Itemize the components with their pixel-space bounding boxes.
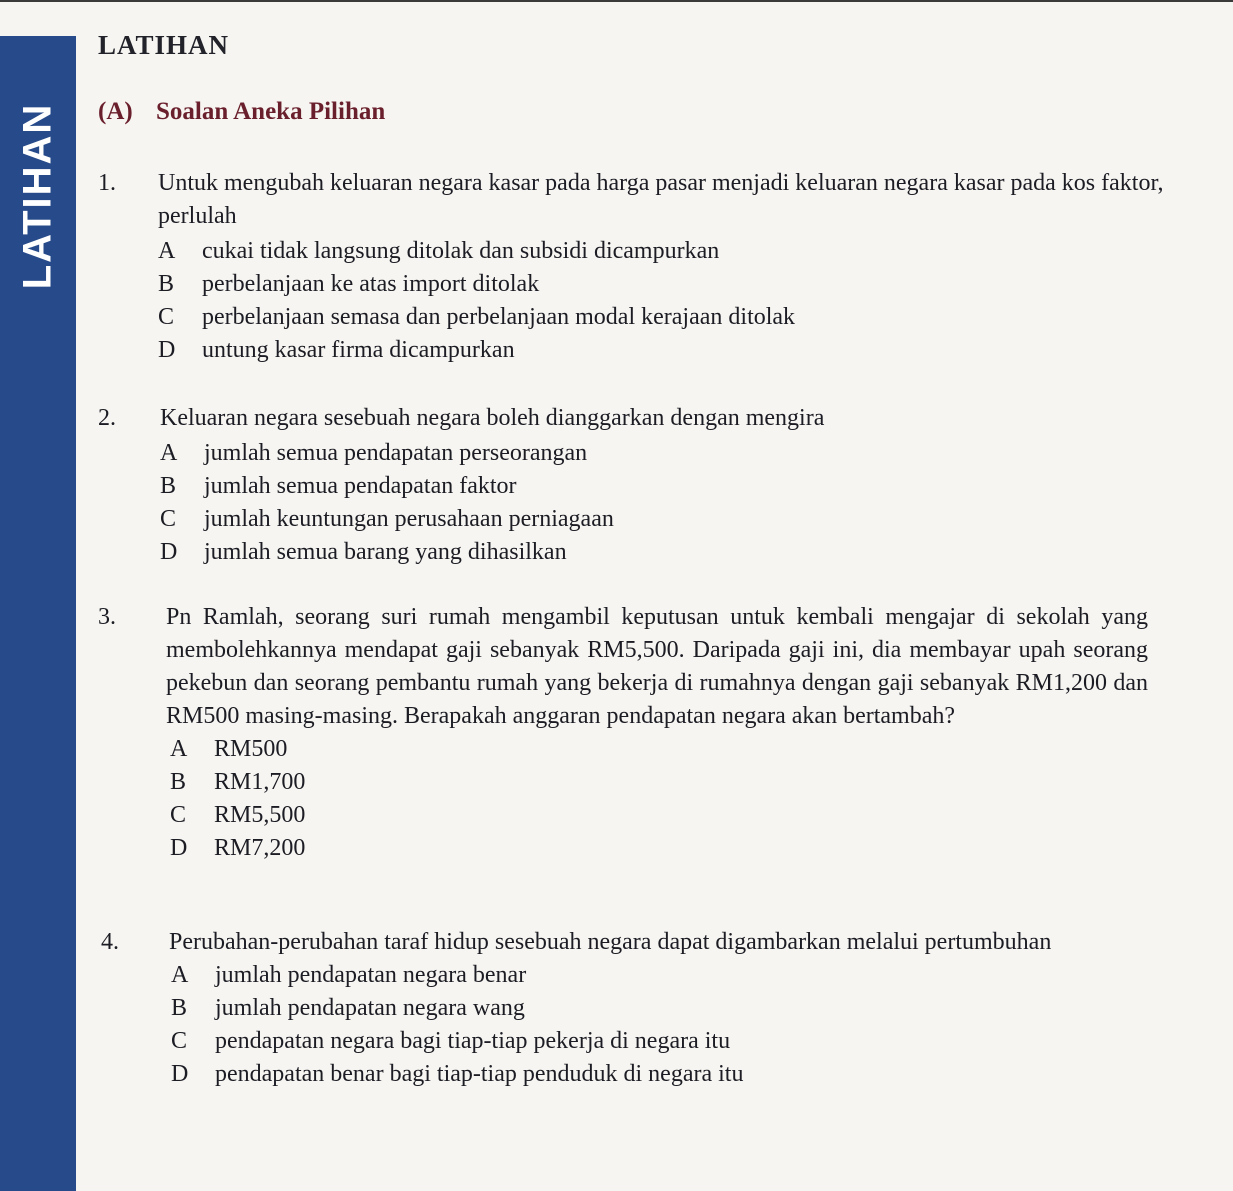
option-text: jumlah pendapatan negara benar	[215, 962, 527, 988]
page-heading: LATIHAN	[98, 30, 230, 60]
option-letter: D	[158, 337, 176, 363]
question-4	[101, 926, 1161, 1091]
option-c	[160, 503, 1178, 536]
option-c	[170, 799, 1148, 832]
question-3	[98, 601, 1148, 865]
option-a	[170, 733, 1148, 766]
option-text: jumlah semua barang yang dihasilkan	[204, 539, 567, 565]
option-d	[171, 1058, 1161, 1091]
option-d	[170, 832, 1148, 865]
option-a	[171, 959, 1161, 992]
option-letter: C	[171, 1028, 188, 1054]
option-letter: B	[160, 473, 177, 499]
side-tab	[0, 36, 76, 1191]
question-stem: Pn Ramlah, seorang suri rumah mengambil keputusan untuk kembali mengajar di sekolah yang membolehkannya mendapat gaji sebanyak RM5,500. Daripada gaji ini, dia membayar upah seorang pekebun dan seorang pembantu rumah yang bekerja di rumahnya dengan gaji sebanyak RM1,200 dan RM500 masing-masing. Berapakah anggaran pendapatan negara akan bertambah?	[166, 604, 1148, 729]
question-number: 4.	[101, 929, 119, 955]
option-letter: C	[160, 506, 177, 532]
question-stem: Untuk mengubah keluaran negara kasar pada harga pasar menjadi keluaran negara kasar pada kos faktor, perlulah	[158, 170, 1164, 229]
option-letter: A	[170, 736, 188, 762]
option-letter: A	[158, 238, 176, 264]
option-letter: B	[170, 769, 187, 795]
question-2	[98, 402, 1178, 569]
option-text: pendapatan benar bagi tiap-tiap penduduk di negara itu	[215, 1061, 744, 1087]
option-c	[171, 1025, 1161, 1058]
option-list	[98, 437, 1178, 569]
option-d	[160, 536, 1178, 569]
question-number: 1.	[98, 170, 116, 196]
option-list	[98, 733, 1148, 865]
option-text: jumlah semua pendapatan faktor	[204, 473, 517, 499]
section-letter: (A)	[98, 98, 133, 125]
option-letter: A	[160, 440, 178, 466]
option-text: jumlah pendapatan negara wang	[215, 995, 525, 1021]
top-rule	[0, 0, 1233, 2]
option-d	[158, 334, 1178, 367]
option-a	[160, 437, 1178, 470]
option-text: jumlah semua pendapatan perseorangan	[204, 440, 588, 466]
question-stem: Perubahan-perubahan taraf hidup sesebuah negara dapat digambarkan melalui pertumbuhan	[169, 929, 1052, 955]
section-title: Soalan Aneka Pilihan	[156, 98, 386, 125]
option-text: RM1,700	[214, 769, 306, 795]
section-heading	[98, 98, 385, 126]
option-c	[158, 301, 1178, 334]
option-letter: A	[171, 962, 189, 988]
option-letter: B	[158, 271, 175, 297]
question-number: 2.	[98, 405, 116, 431]
option-text: cukai tidak langsung ditolak dan subsidi dicampurkan	[202, 238, 720, 264]
option-b	[158, 268, 1178, 301]
option-a	[158, 235, 1178, 268]
option-letter: C	[170, 802, 187, 828]
option-text: jumlah keuntungan perusahaan perniagaan	[204, 506, 614, 532]
option-text: RM7,200	[214, 835, 306, 861]
option-letter: D	[160, 539, 178, 565]
option-text: RM500	[214, 736, 288, 762]
option-list	[98, 235, 1178, 367]
option-text: untung kasar firma dicampurkan	[202, 337, 515, 363]
option-letter: C	[158, 304, 175, 330]
option-b	[171, 992, 1161, 1025]
question-stem: Keluaran negara sesebuah negara boleh dianggarkan dengan mengira	[160, 405, 825, 431]
option-text: RM5,500	[214, 802, 306, 828]
option-letter: B	[171, 995, 188, 1021]
question-1	[98, 167, 1178, 367]
option-letter: D	[171, 1061, 189, 1087]
option-text: perbelanjaan ke atas import ditolak	[202, 271, 540, 297]
option-list	[101, 959, 1161, 1091]
option-letter: D	[170, 835, 188, 861]
option-text: pendapatan negara bagi tiap-tiap pekerja di negara itu	[215, 1028, 731, 1054]
option-text: perbelanjaan semasa dan perbelanjaan modal kerajaan ditolak	[202, 304, 796, 330]
option-b	[170, 766, 1148, 799]
option-b	[160, 470, 1178, 503]
side-tab-label: LATIHAN	[15, 102, 60, 290]
question-number: 3.	[98, 604, 116, 630]
